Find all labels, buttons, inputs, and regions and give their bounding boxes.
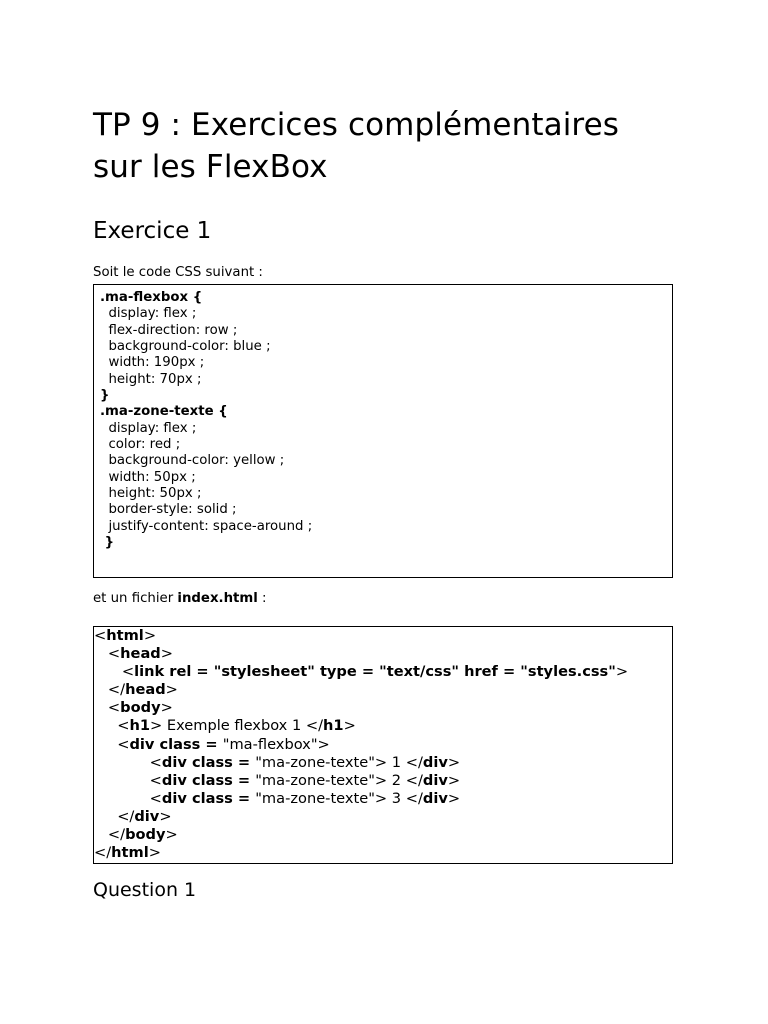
page-title-line-1: TP 9 : Exercices complémentaires [93,107,619,143]
html-code-segment: > [160,699,173,717]
html-code-segment: div class = [161,771,256,789]
html-code-segment: < [94,645,121,663]
css-code-line: flex-direction: row ; [100,322,238,338]
css-code-line: height: 70px ; [100,371,202,387]
html-intro-filename: index.html [177,591,258,606]
html-code-segment: "ma-zone-texte"> 1 </ [255,753,423,771]
html-code-segment: html [111,844,149,862]
html-intro-suffix: : [257,591,267,606]
exercise-heading: Exercice 1 [93,218,212,244]
html-code-segment: < [94,663,135,681]
html-code-segment: > [148,844,161,862]
html-code-segment: > [165,681,178,699]
html-code-segment: h1 [323,717,344,735]
html-code-line [94,736,672,754]
html-code-segment: > [447,753,461,771]
html-code-line [94,699,672,717]
css-intro-text: Soit le code CSS suivant : [93,265,263,280]
html-code-segment: < [94,735,130,753]
html-code-segment: > [143,627,157,644]
html-code-segment: > [343,717,356,735]
html-code-segment: < [94,753,162,771]
html-code-segment: div [422,771,448,789]
html-code-segment: link rel = "stylesheet" type = "text/css" href = "styles.css" [134,663,616,681]
html-code-segment: </ [94,844,112,862]
html-code-segment: "ma-zone-texte"> 3 </ [255,789,423,807]
css-code-line: display: flex ; [100,306,197,322]
html-code-segment: </ [94,826,126,844]
html-code-segment: "ma-zone-texte"> 2 </ [255,771,423,789]
html-code-segment: "ma-flexbox"> [222,735,330,753]
html-code-segment: div class = [129,735,223,753]
css-code-line: .ma-flexbox { [100,290,203,305]
html-code-line [94,790,672,808]
html-code-segment: </ [94,681,126,699]
html-code-segment: > [165,826,178,844]
html-code-segment: head [120,645,161,663]
html-code-segment: html [106,627,144,644]
html-code-segment: div [422,753,448,771]
css-code-line: display: flex ; [100,420,197,436]
html-code-segment: </ [94,807,135,825]
question-heading: Question 1 [93,879,197,901]
page-title-line-2: sur les FlexBox [93,149,328,185]
html-code-segment: > [447,789,461,807]
html-code-segment: > Exemple flexbox 1 </ [149,717,324,735]
css-code-line: justify-content: space-around ; [100,518,313,534]
html-code-line [94,772,672,790]
html-code-segment: div class = [161,789,256,807]
html-code-line [94,808,672,826]
html-code-segment: div [422,789,448,807]
html-code-segment: > [160,645,173,663]
html-code-segment: > [615,663,629,681]
html-code-line [94,663,672,681]
html-code-segment: > [159,807,172,825]
html-code-line [94,717,672,735]
html-code-segment: head [125,681,166,699]
html-code-line [94,645,672,663]
html-code-segment: body [120,699,161,717]
html-code-line [94,681,672,699]
html-code-block [93,626,673,864]
css-code-line: } [100,535,115,551]
html-code-line [94,844,672,862]
css-code-line: color: red ; [100,437,181,453]
html-code-segment: h1 [129,717,150,735]
html-code-line [94,826,672,844]
html-code-segment: < [94,627,107,644]
html-code-segment: div [134,807,160,825]
html-code-segment: < [94,699,121,717]
css-code-line: border-style: solid ; [100,502,237,518]
css-code-line: } [100,388,110,404]
html-code-segment: div class = [161,753,256,771]
css-code-line: width: 190px ; [100,355,205,371]
html-code-segment: < [94,717,130,735]
html-code-segment: < [94,771,162,789]
html-intro-text [93,590,267,608]
html-code-segment: body [125,826,166,844]
page-title [93,104,693,188]
css-code-line: height: 50px ; [100,486,202,502]
html-code-segment: > [447,771,461,789]
css-code-line: width: 50px ; [100,469,196,485]
css-code-block [93,284,673,578]
html-intro-prefix: et un fichier [93,591,178,606]
css-code-line: background-color: yellow ; [100,453,285,469]
css-code-line: background-color: blue ; [100,339,271,355]
html-code-line [94,754,672,772]
html-code-segment: < [94,789,162,807]
html-code-line [94,627,672,645]
css-code-line: .ma-zone-texte { [100,404,228,420]
